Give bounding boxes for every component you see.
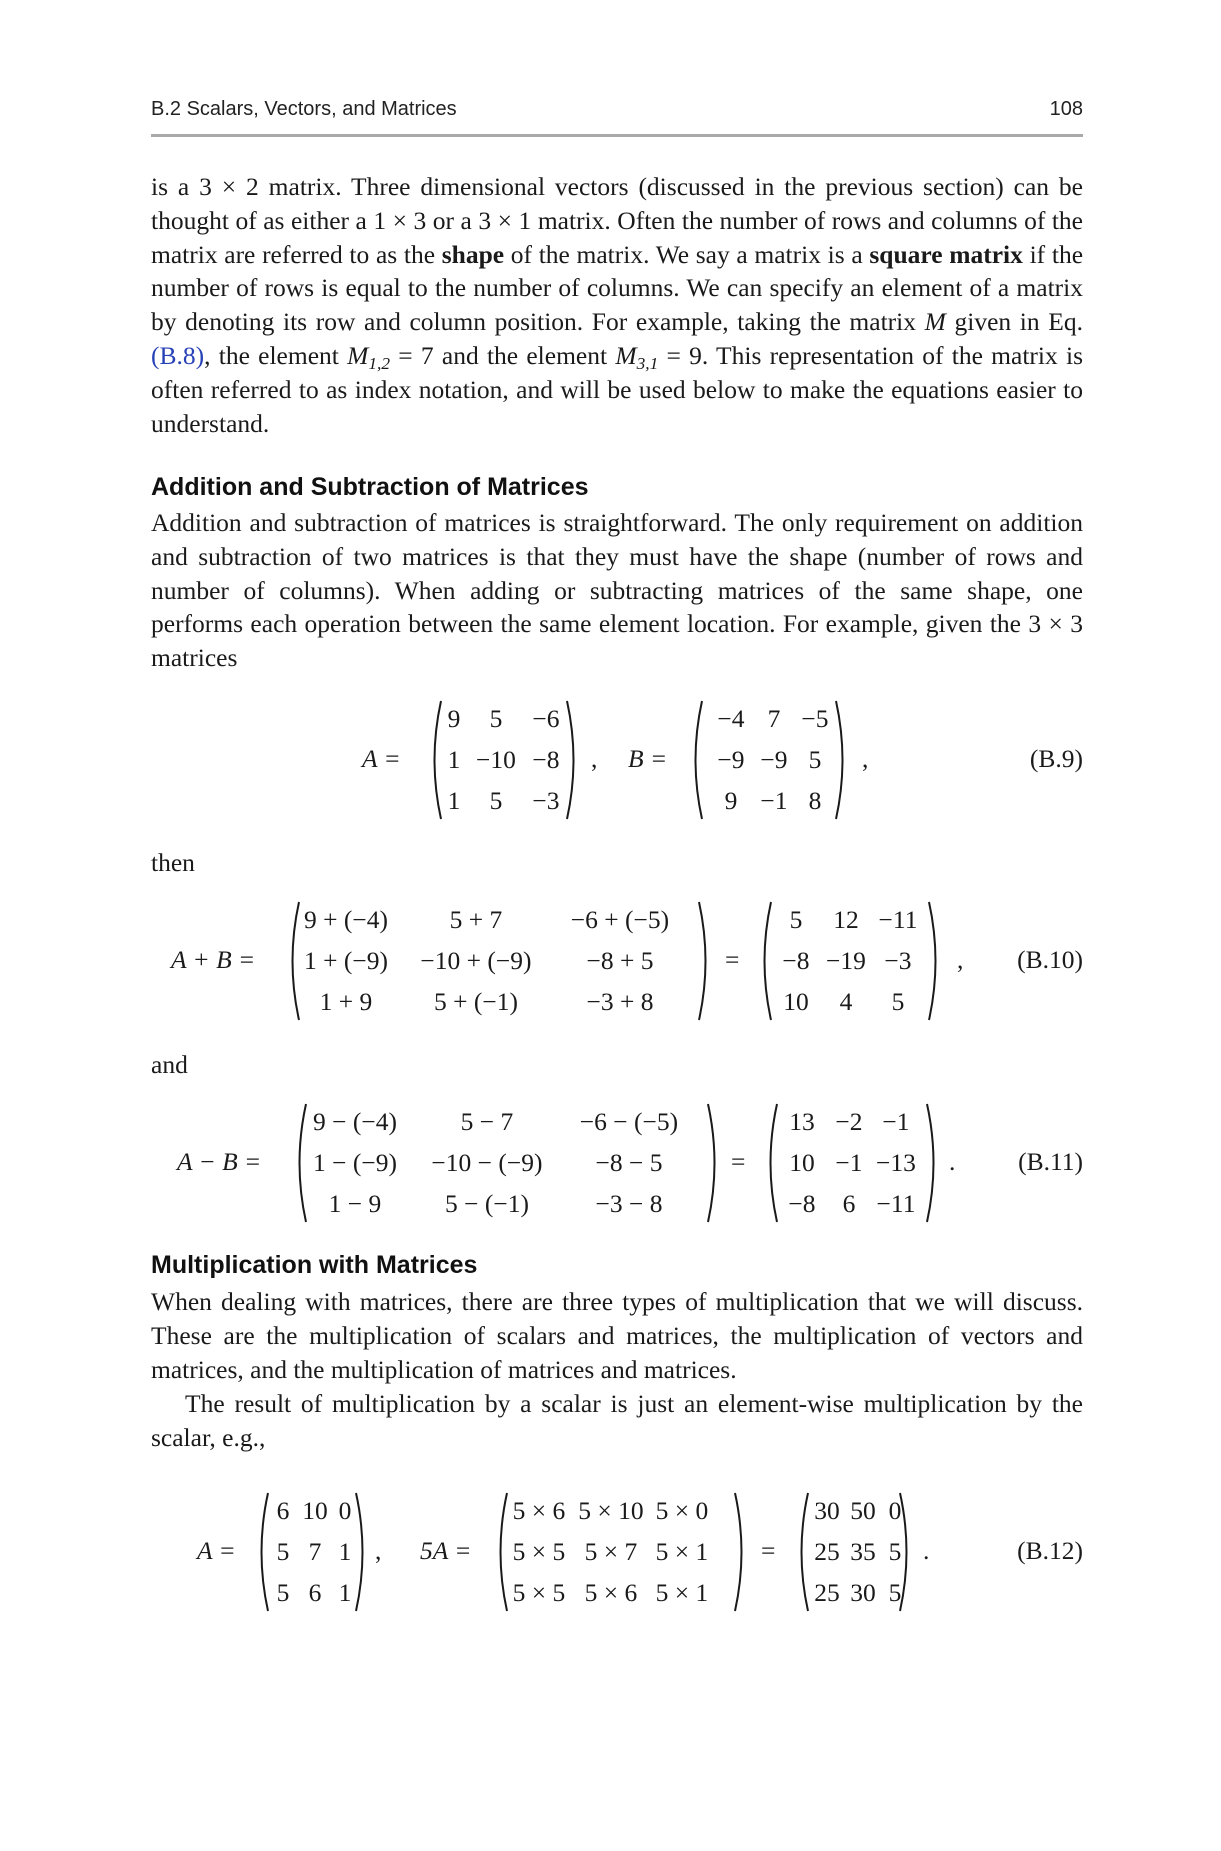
matrix-cell: −4 bbox=[717, 704, 745, 733]
matrix-cell: −10 − (−9) bbox=[431, 1148, 543, 1177]
matrix-cell: 9 bbox=[724, 786, 738, 815]
eq-equals: = bbox=[761, 1536, 776, 1565]
matrix-cell: 5 bbox=[489, 704, 503, 733]
matrix-b bbox=[689, 700, 849, 820]
equation-b12 bbox=[0, 1492, 1221, 1612]
matrix-cell: 12 bbox=[833, 905, 859, 934]
matrix-difference-result bbox=[764, 1103, 940, 1223]
matrix-cell: 1 bbox=[447, 786, 461, 815]
right-parenthesis bbox=[707, 1103, 721, 1223]
matrix-cell: 5 × 1 bbox=[655, 1537, 709, 1566]
matrix-cell: −3 + 8 bbox=[586, 987, 654, 1016]
eq-lhs: B = bbox=[628, 744, 668, 773]
matrix-cell: 13 bbox=[789, 1107, 815, 1136]
matrix-cell: −8 bbox=[782, 946, 810, 975]
eq-comma: , bbox=[375, 1536, 382, 1565]
matrix-cell: 30 bbox=[814, 1496, 840, 1525]
matrix-cell: −11 bbox=[876, 1189, 916, 1218]
matrix-cell: −8 + 5 bbox=[586, 946, 654, 975]
matrix-cell: 7 bbox=[767, 704, 781, 733]
text-run: given in Eq. bbox=[945, 307, 1083, 337]
matrix-expanded-difference bbox=[293, 1103, 721, 1223]
matrix-cell: 5 bbox=[276, 1537, 290, 1566]
equation-number: (B.10) bbox=[1017, 945, 1083, 974]
matrix-cell: 5 bbox=[808, 745, 822, 774]
eq-lhs: 5A = bbox=[420, 1536, 472, 1565]
header-rule bbox=[151, 134, 1083, 137]
heading-addition-subtraction: Addition and Subtraction of Matrices bbox=[151, 473, 589, 501]
matrix-cell: 1 − (−9) bbox=[313, 1148, 397, 1177]
matrix-cell: 5 − (−1) bbox=[445, 1189, 529, 1218]
matrix-cell: 6 bbox=[276, 1496, 290, 1525]
equation-number: (B.12) bbox=[1017, 1536, 1083, 1565]
matrix-cell: 1 bbox=[338, 1537, 352, 1566]
matrix-cell: 9 + (−4) bbox=[304, 905, 388, 934]
matrix-cell: −8 bbox=[788, 1189, 816, 1218]
multiplication-paragraph-1: When dealing with matrices, there are three types of multiplication that we will discuss. These are the multiplication of scalars and matrices, the multiplication of vectors and matrices, and the multiplication of matrices and matrices. bbox=[151, 1287, 1083, 1384]
matrix-cell: −10 + (−9) bbox=[420, 946, 532, 975]
matrix-cell: 1 bbox=[338, 1578, 352, 1607]
symbol-subscript: 3,1 bbox=[636, 353, 659, 373]
matrix-cell: −5 bbox=[801, 704, 829, 733]
text-run: = 9. This representation of the matrix is often referred to as index notation, and will be used below to make the equations easier to understand. bbox=[151, 340, 1084, 438]
matrix-cell: 5 + (−1) bbox=[434, 987, 518, 1016]
matrix-cell: 10 bbox=[783, 987, 809, 1016]
matrix-sum-result bbox=[758, 901, 942, 1021]
text-and: and bbox=[151, 1050, 188, 1079]
matrix-cell: −1 bbox=[760, 786, 788, 815]
equation-reference-link[interactable]: (B.8) bbox=[151, 340, 205, 370]
matrix-cell: 1 + 9 bbox=[319, 987, 373, 1016]
matrix-cell: −3 − 8 bbox=[595, 1189, 663, 1218]
symbol-m31 bbox=[615, 340, 659, 373]
matrix-cell: 5 × 10 bbox=[578, 1496, 644, 1525]
matrix-cell: −9 bbox=[717, 745, 745, 774]
symbol-m12 bbox=[347, 340, 391, 373]
eq-comma: , bbox=[862, 744, 869, 773]
matrix-cell: 4 bbox=[839, 987, 853, 1016]
eq-comma: , bbox=[957, 945, 964, 974]
matrix-cell: −13 bbox=[876, 1148, 916, 1177]
matrix-cell: −10 bbox=[476, 745, 516, 774]
matrix-cell: −3 bbox=[532, 786, 560, 815]
equation-number: (B.11) bbox=[1018, 1147, 1083, 1176]
term-square-matrix: square matrix bbox=[869, 239, 1023, 269]
equation-b9 bbox=[0, 700, 1221, 820]
matrix-cell: 5 × 6 bbox=[584, 1578, 638, 1607]
matrix-cell: −6 + (−5) bbox=[570, 905, 670, 934]
text-run: = 7 and the element bbox=[390, 340, 616, 370]
text-run: of the matrix. We say a matrix is a bbox=[504, 239, 870, 269]
matrix-cell: 5 bbox=[891, 987, 905, 1016]
matrix-cell: 1 bbox=[447, 745, 461, 774]
equation-b11 bbox=[0, 1103, 1221, 1223]
matrix-cell: 6 bbox=[842, 1189, 856, 1218]
matrix-cell: 5 + 7 bbox=[449, 905, 503, 934]
text-run: , the element bbox=[204, 340, 348, 370]
right-parenthesis bbox=[698, 901, 712, 1021]
equation-number: (B.9) bbox=[1029, 744, 1083, 773]
matrix-cell: 35 bbox=[850, 1537, 876, 1566]
matrix-scaled-expanded bbox=[494, 1492, 748, 1612]
matrix-cell: 5 − 7 bbox=[460, 1107, 514, 1136]
matrix-cell: −9 bbox=[760, 745, 788, 774]
matrix-cell: −11 bbox=[878, 905, 918, 934]
eq-lhs: A = bbox=[197, 1536, 236, 1565]
matrix-cell: 50 bbox=[850, 1496, 876, 1525]
matrix-cell: 5 × 6 bbox=[512, 1496, 566, 1525]
matrix-cell: 5 × 7 bbox=[584, 1537, 638, 1566]
matrix-cell: −2 bbox=[835, 1107, 863, 1136]
matrix-a bbox=[428, 700, 580, 820]
matrix-a bbox=[255, 1492, 369, 1612]
matrix-cell: 5 bbox=[789, 905, 803, 934]
matrix-cell: 6 bbox=[308, 1578, 322, 1607]
text-run: is a 3 × 2 matrix. Three dimensional vectors (discussed in the previous section) can be thought of as either a 1 × 3 or a 3 × 1 matrix. Often the number of rows and columns of the matrix are referred to as the bbox=[151, 172, 1083, 269]
matrix-cell: 25 bbox=[814, 1537, 840, 1566]
matrix-cell: 10 bbox=[789, 1148, 815, 1177]
eq-comma: , bbox=[591, 744, 598, 773]
running-head bbox=[151, 96, 1083, 130]
text-run: if the number of rows is equal to the number of columns. We can specify an element of a matrix by denoting its row and column position. For example, taking the matrix bbox=[151, 239, 1084, 337]
matrix-cell: 7 bbox=[308, 1537, 322, 1566]
matrix-cell: −6 bbox=[532, 704, 560, 733]
matrix-cell: 0 bbox=[888, 1496, 902, 1525]
multiplication-paragraph-2: The result of multiplication by a scalar is just an element-wise multiplication by the scalar, e.g., bbox=[151, 1389, 1083, 1452]
matrix-cell: 25 bbox=[814, 1578, 840, 1607]
matrix-expanded-sum bbox=[286, 901, 712, 1021]
matrix-scaled-result bbox=[795, 1492, 913, 1612]
addition-paragraph: Addition and subtraction of matrices is straightforward. The only requirement on addition and subtraction of two matrices is that they must have the shape (number of rows and number of columns). When adding or subtracting matrices of the same shape, one performs each operation between the same element location. For example, given the 3 × 3 matrices bbox=[151, 508, 1083, 673]
section-title: B.2 Scalars, Vectors, and Matrices bbox=[151, 98, 457, 120]
matrix-cell: 5 × 0 bbox=[655, 1496, 709, 1525]
equation-b10 bbox=[0, 901, 1221, 1021]
matrix-cell: −3 bbox=[884, 946, 912, 975]
matrix-cell: −19 bbox=[826, 946, 866, 975]
text-then: then bbox=[151, 848, 195, 877]
matrix-cell: −1 bbox=[882, 1107, 910, 1136]
symbol-base: M bbox=[615, 340, 637, 370]
matrix-cell: 1 − 9 bbox=[328, 1189, 382, 1218]
matrix-cell: 5 bbox=[276, 1578, 290, 1607]
matrix-cell: 5 bbox=[489, 786, 503, 815]
matrix-cell: 30 bbox=[850, 1578, 876, 1607]
page-number: 108 bbox=[1049, 98, 1083, 120]
matrix-cell: 9 bbox=[447, 704, 461, 733]
matrix-cell: 9 − (−4) bbox=[313, 1107, 397, 1136]
matrix-cell: −8 − 5 bbox=[595, 1148, 663, 1177]
matrix-cell: 0 bbox=[338, 1496, 352, 1525]
eq-period: . bbox=[923, 1536, 930, 1565]
eq-lhs: A = bbox=[362, 744, 401, 773]
eq-equals: = bbox=[731, 1147, 746, 1176]
symbol-base: M bbox=[347, 340, 369, 370]
matrix-cell: 1 + (−9) bbox=[304, 946, 388, 975]
matrix-cell: 5 × 5 bbox=[512, 1578, 566, 1607]
matrix-cell: 5 × 5 bbox=[512, 1537, 566, 1566]
heading-multiplication: Multiplication with Matrices bbox=[151, 1251, 478, 1279]
matrix-cell: 10 bbox=[302, 1496, 328, 1525]
symbol-m: M bbox=[924, 307, 946, 337]
matrix-cell: −1 bbox=[835, 1148, 863, 1177]
eq-equals: = bbox=[725, 945, 740, 974]
matrix-cell: −8 bbox=[532, 745, 560, 774]
matrix-cell: 5 × 1 bbox=[655, 1578, 709, 1607]
matrix-cell: 8 bbox=[808, 786, 822, 815]
eq-lhs: A − B = bbox=[177, 1147, 262, 1176]
symbol-subscript: 1,2 bbox=[368, 353, 391, 373]
matrix-cell: −6 − (−5) bbox=[579, 1107, 679, 1136]
matrix-cell: 5 bbox=[888, 1578, 902, 1607]
term-shape: shape bbox=[441, 239, 505, 269]
eq-period: . bbox=[949, 1147, 956, 1176]
matrix-cell: 5 bbox=[888, 1537, 902, 1566]
intro-paragraph bbox=[151, 170, 1083, 440]
eq-lhs: A + B = bbox=[171, 945, 256, 974]
